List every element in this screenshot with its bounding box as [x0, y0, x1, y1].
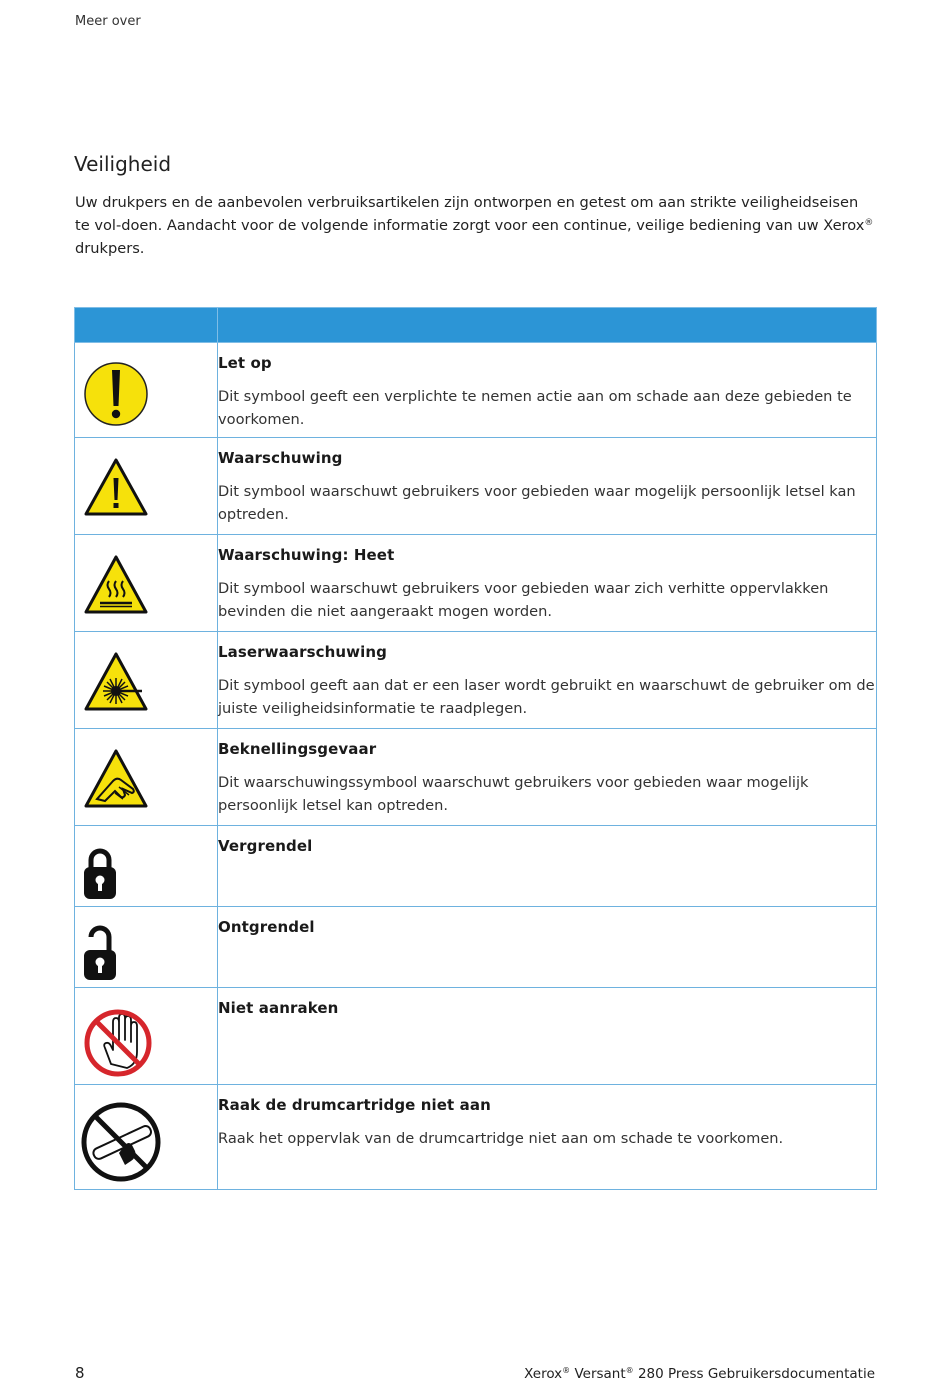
symbol-title: Raak de drumcartridge niet aan — [218, 1096, 491, 1114]
document-title-footer — [524, 1366, 875, 1382]
pinch-hazard-icon — [75, 729, 218, 825]
symbol-description: Dit waarschuwingssymbool waarschuwt gebruikers voor gebieden waar mogelijk persoonlijk letsel kan optreden. — [218, 774, 809, 814]
registered-mark: ® — [864, 218, 874, 228]
footer-product: Versant — [570, 1366, 626, 1382]
table-row — [75, 988, 877, 1085]
table-header-cell-description — [218, 308, 877, 343]
intro-text-end: drukpers. — [75, 240, 145, 257]
symbol-cell — [75, 826, 218, 907]
description-cell — [218, 1085, 877, 1190]
table-row — [75, 535, 877, 632]
running-header: Meer over — [75, 14, 141, 29]
registered-mark: ® — [625, 1366, 634, 1375]
description-cell — [218, 826, 877, 907]
symbol-title: Let op — [218, 354, 272, 372]
page-number: 8 — [75, 1364, 85, 1382]
table-row — [75, 907, 877, 988]
table-row — [75, 1085, 877, 1190]
symbol-cell — [75, 535, 218, 632]
description-cell — [218, 729, 877, 826]
symbol-cell — [75, 988, 218, 1085]
symbol-description: Dit symbool waarschuwt gebruikers voor gebieden waar mogelijk persoonlijk letsel kan optreden. — [218, 483, 856, 523]
footer-brand: Xerox — [524, 1366, 563, 1382]
hot-surface-icon — [75, 535, 218, 631]
description-cell — [218, 632, 877, 729]
symbol-title: Ontgrendel — [218, 918, 315, 936]
symbol-description: Dit symbool geeft een verplichte te nemen actie aan om schade aan deze gebieden te voorkomen. — [218, 388, 852, 428]
caution-exclamation-icon — [75, 343, 218, 437]
do-not-touch-drum-icon — [75, 1085, 218, 1189]
table-header-row — [75, 308, 877, 343]
symbol-description: Dit symbool waarschuwt gebruikers voor gebieden waar zich verhitte oppervlakken bevinden die niet aangeraakt mogen worden. — [218, 580, 829, 620]
table-row — [75, 438, 877, 535]
table-row — [75, 826, 877, 907]
description-cell — [218, 907, 877, 988]
symbol-title: Laserwaarschuwing — [218, 643, 387, 661]
symbol-cell — [75, 907, 218, 988]
safety-symbols-table — [74, 307, 877, 1190]
registered-mark: ® — [562, 1366, 571, 1375]
section-title: Veiligheid — [74, 152, 172, 176]
warning-triangle-icon — [75, 438, 218, 534]
unlock-icon — [75, 907, 218, 987]
symbol-title: Niet aanraken — [218, 999, 339, 1017]
description-cell — [218, 988, 877, 1085]
symbol-title: Waarschuwing — [218, 449, 343, 467]
symbol-description: Raak het oppervlak van de drumcartridge niet aan om schade te voorkomen. — [218, 1130, 784, 1147]
symbol-cell — [75, 729, 218, 826]
lock-icon — [75, 826, 218, 906]
symbol-cell — [75, 1085, 218, 1190]
description-cell — [218, 438, 877, 535]
symbol-cell — [75, 438, 218, 535]
do-not-touch-icon — [75, 988, 218, 1084]
symbol-cell — [75, 632, 218, 729]
table-header-cell-symbol — [75, 308, 218, 343]
laser-warning-icon — [75, 632, 218, 728]
symbol-description: Dit symbool geeft aan dat er een laser wordt gebruikt en waarschuwt de gebruiker om de juiste veiligheidsinformatie te raadplegen. — [218, 677, 875, 717]
symbol-title: Waarschuwing: Heet — [218, 546, 395, 564]
description-cell — [218, 343, 877, 438]
table-row — [75, 343, 877, 438]
symbol-title: Vergrendel — [218, 837, 313, 855]
intro-paragraph — [75, 191, 877, 260]
table-row — [75, 729, 877, 826]
symbol-cell — [75, 343, 218, 438]
table-row — [75, 632, 877, 729]
description-cell — [218, 535, 877, 632]
footer-doc-name: 280 Press Gebruikersdocumentatie — [633, 1366, 875, 1382]
intro-text: Uw drukpers en de aanbevolen verbruiksartikelen zijn ontworpen en getest om aan strikte veiligheidseisen te vol-doen. Aandacht voor de volgende informatie zorgt voor een continue, veilige bediening van uw Xerox — [75, 194, 865, 234]
symbol-title: Beknellingsgevaar — [218, 740, 377, 758]
